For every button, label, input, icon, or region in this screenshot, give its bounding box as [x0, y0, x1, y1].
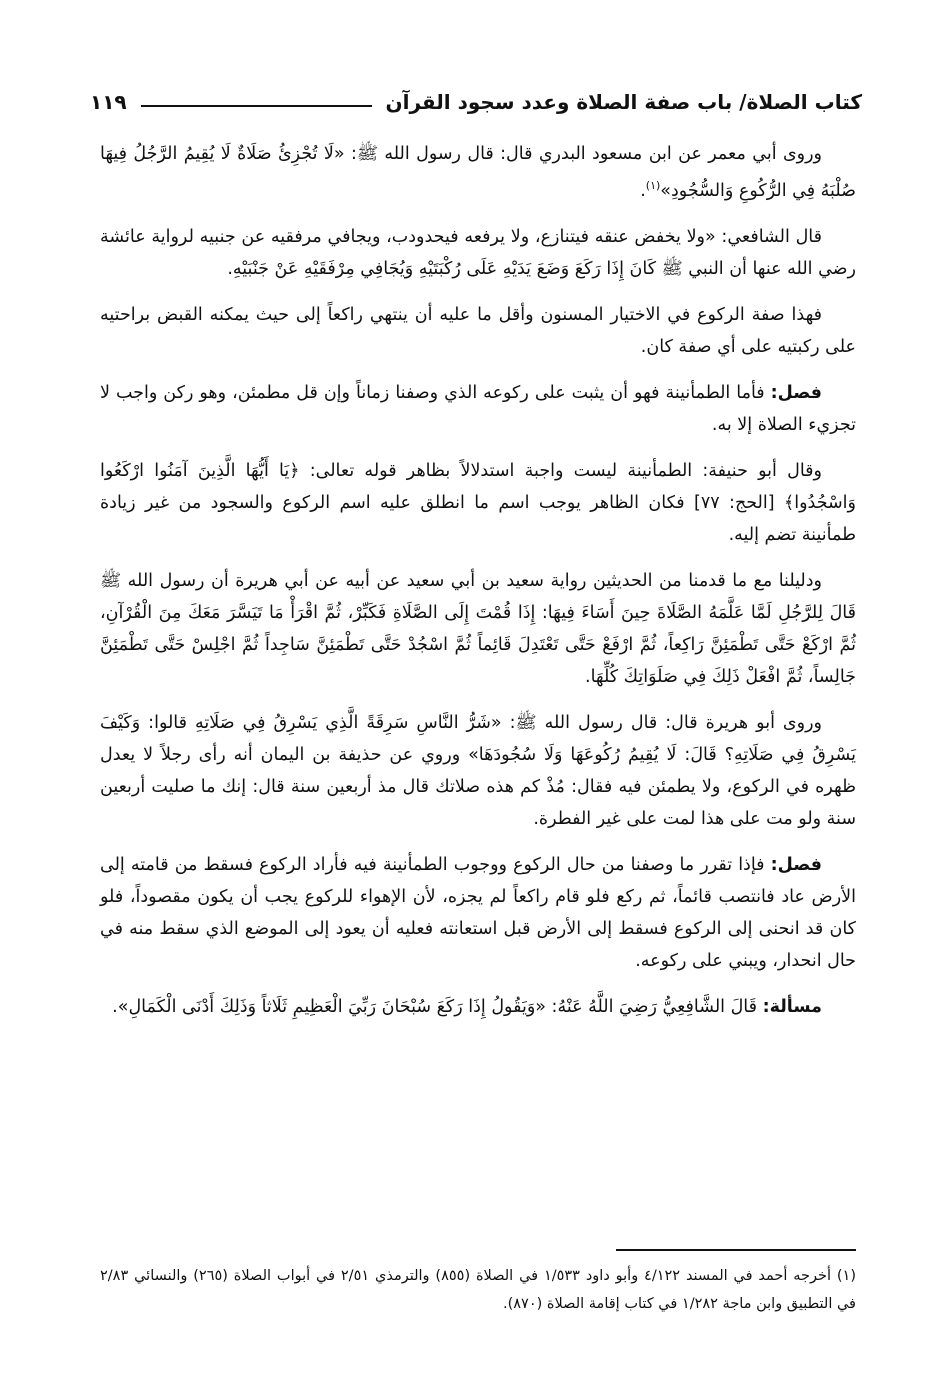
paragraph	[100, 377, 856, 441]
paragraph-text: وروى أبو هريرة قال: قال رسول الله ﷺ: «شَرُّ النَّاسِ سَرِقَةً الَّذِي يَسْرِقُ فِي صَلَاتِهِ قالوا: وَكَيْفَ يَسْرِقُ فِي صَلَاتِهِ؟ قَالَ: لَا يُقِيمُ رُكُوعَهَا وَلَا سُجُودَهَا» وروي عن حذيفة بن اليمان أنه رأى رجلاً لا يعدل ظهره في الركوع، ولا يطمئن فيه فقال: مُذْ كم هذه صلاتك قال مذ أربعين سنة قال: إنك ما صليت أربعين سنة ولو مت على هذا لمت على غير الفطرة.	[100, 712, 856, 829]
paragraph-text: وقال أبو حنيفة: الطمأنينة ليست واجبة استدلالاً بظاهر قوله تعالى: ﴿يَا أَيُّهَا الَّذِينَ آمَنُوا ارْكَعُوا وَاسْجُدُوا﴾ [الحج: ٧٧] فكان الظاهر يوجب اسم ما انطلق عليه اسم الركوع والسجود من غير زيادة طمأنينة تضم إليه.	[100, 460, 856, 545]
footnote-marker: (١)	[836, 1268, 856, 1284]
paragraph	[100, 299, 856, 363]
paragraph	[100, 455, 856, 551]
paragraph-text: فهذا صفة الركوع في الاختيار المسنون وأقل ما عليه أن ينتهي راكعاً إلى حيث يمكنه القبض براحتيه على ركبتيه على أي صفة كان.	[100, 304, 856, 357]
paragraph-text: قَالَ الشَّافِعِيُّ رَضِيَ اللَّهُ عَنْهُ: «وَيَقُولُ إِذَا رَكَعَ سُبْحَانَ رَبِّيَ الْعَظِيمِ ثَلَاثاً وَذَلِكَ أَدْنَى الْكَمَالِ».	[112, 996, 758, 1017]
footnote-reference: (١)	[645, 179, 661, 192]
footnote	[100, 1262, 856, 1318]
main-text	[100, 138, 856, 1037]
issue-label: مسألة:	[762, 996, 822, 1017]
paragraph-text: ودليلنا مع ما قدمنا من الحديثين رواية سعيد بن أبي سعيد عن أبيه عن أبي هريرة أن رسول الله ﷺ قَالَ لِلرَّجُلِ لَمَّا عَلَّمَهُ الصَّلَاةَ حِينَ أَسَاءَ فِيهَا: إِذَا قُمْتَ إِلَى الصَّلَاةِ فَكَبِّرْ، ثُمَّ اقْرَأْ مَا تَيَسَّرَ مَعَكَ مِنَ الْقُرْآنِ، ثُمَّ ارْكَعْ حَتَّى تَطْمَئِنَّ رَاكِعاً، ثُمَّ ارْفَعْ حَتَّى تَعْتَدِلَ قَائِماً ثُمَّ اسْجُدْ حَتَّى تَطْمَئِنَّ سَاجِداً ثُمَّ اجْلِسْ حَتَّى تَطْمَئِنَّ جَالِساً، ثُمَّ افْعَلْ ذَلِكَ فِي صَلَوَاتِكَ كُلِّهَا.	[100, 570, 856, 687]
paragraph-text: قال الشافعي: «ولا يخفض عنقه فيتنازع، ولا يرفعه فيحدودب، ويجافي مرفقيه عن جنبيه لرواية عائشة رضي الله عنها أن النبي ﷺ كَانَ إِذَا رَكَعَ وَضَعَ يَدَيْهِ عَلَى رُكْبَتَيْهِ وَيُجَافِي مِرْفَقَيْهِ عَنْ جَنْبَيْهِ.	[100, 226, 856, 279]
running-header	[90, 82, 862, 122]
paragraph-text: فأما الطمأنينة فهو أن يثبت على ركوعه الذي وصفنا زماناً وإن قل مطمئن، وهو ركن واجب لا تجزيء الصلاة إلا به.	[100, 382, 856, 435]
section-label: فصل:	[770, 382, 822, 403]
chapter-title: كتاب الصلاة/ باب صفة الصلاة وعدد سجود القرآن	[385, 90, 862, 114]
section-label: فصل:	[770, 854, 822, 875]
paragraph	[100, 991, 856, 1023]
paragraph-text: وروى أبي معمر عن ابن مسعود البدري قال: قال رسول الله ﷺ: «لَا تُجْزِئُ صَلَاةٌ لَا يُقِيمُ الرَّجُلُ فِيهَا صُلْبَهُ فِي الرُّكُوعِ وَالسُّجُودِ»	[100, 144, 856, 201]
paragraph	[100, 221, 856, 285]
footnotes	[100, 1262, 856, 1318]
paragraph-tail: .	[640, 180, 646, 201]
paragraph	[100, 138, 856, 207]
footnote-rule	[616, 1249, 856, 1251]
paragraph	[100, 565, 856, 693]
footnote-text: أخرجه أحمد في المسند ٤/١٢٢ وأبو داود ١/٥٣٣ في الصلاة (٨٥٥) والترمذي ٢/٥١ في أبواب الصلاة (٢٦٥) والنسائي ٢/٨٣ في التطبيق وابن ماجة ١/٢٨٢ في كتاب إقامة الصلاة (٨٧٠).	[100, 1268, 856, 1312]
paragraph	[100, 849, 856, 977]
page-number: ١١٩	[90, 90, 127, 114]
paragraph	[100, 707, 856, 835]
header-rule	[141, 105, 372, 107]
paragraph-text: فإذا تقرر ما وصفنا من حال الركوع ووجوب الطمأنينة فيه فأراد الركوع فسقط من قامته إلى الأرض عاد فانتصب قائماً، ثم ركع فلو قام راكعاً لم يجزه، لأن الإهواء للركوع يجب أن يكون مقصوداً، فلو كان قد انحنى إلى الركوع فسقط إلى الأرض قبل استعانته فعليه أن يعود إلى الموضع الذي سقط منه في حال انحدار، ويبني على ركوعه.	[100, 854, 856, 971]
